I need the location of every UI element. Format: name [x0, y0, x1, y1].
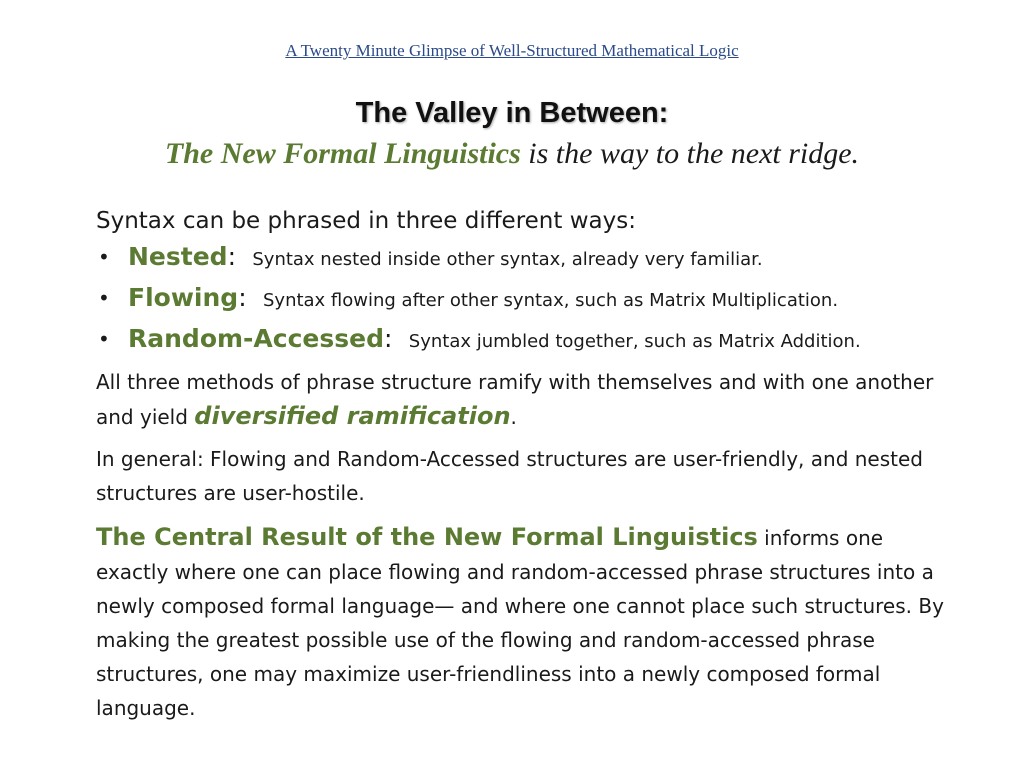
bullet-desc: Syntax flowing after other syntax, such as Matrix Multiplication.: [262, 290, 839, 311]
central-emphasis: The Central Result of the New Formal Linguistics: [96, 523, 758, 551]
intro-text: Syntax can be phrased in three different ways:: [96, 208, 636, 234]
list-item: [96, 279, 946, 320]
subtitle-emphasis: The New Formal Linguistics: [164, 137, 521, 170]
ramify-text: All three methods of phrase structure ramify with themselves and with one another and yield: [96, 370, 934, 429]
bullet-colon: :: [383, 324, 393, 353]
central-text: informs one exactly where one can place flowing and random-accessed phrase structures into a newly composed formal language— and where one cannot place such structures. By making the greatest possible use of the flowing and random-accessed phrase structures, one may maximize user-friendliness into a newly composed formal language.: [96, 526, 944, 720]
ramify-paragraph: [96, 365, 946, 434]
slide-title: The Valley in Between:: [355, 97, 669, 129]
bullet-colon: :: [238, 283, 247, 312]
list-item: [96, 320, 946, 361]
bullet-term: Flowing: [128, 283, 239, 312]
bullet-desc: Syntax jumbled together, such as Matrix Addition.: [408, 331, 861, 352]
bullet-icon: •: [98, 286, 110, 310]
syntax-ways-list: [96, 238, 946, 361]
subtitle-rest: is the way to the next ridge.: [520, 137, 860, 170]
slide-subtitle: [0, 137, 1024, 171]
bullet-colon: :: [227, 242, 236, 271]
header-link[interactable]: A Twenty Minute Glimpse of Well-Structured Mathematical Logic: [285, 41, 739, 60]
bullet-term: Random-Accessed: [128, 324, 384, 353]
list-item: [96, 238, 946, 279]
bullet-icon: •: [98, 327, 110, 351]
bullet-desc: Syntax nested inside other syntax, already very familiar.: [252, 249, 763, 270]
bullet-term: Nested: [128, 242, 228, 271]
general-paragraph: In general: Flowing and Random-Accessed structures are user-friendly, and nested structures are user-hostile.: [96, 447, 924, 505]
central-paragraph: [96, 520, 946, 725]
slide-body: [96, 204, 946, 725]
ramify-emphasis: diversified ramification: [194, 402, 511, 430]
bullet-icon: •: [98, 245, 110, 269]
ramify-end: .: [510, 405, 517, 429]
